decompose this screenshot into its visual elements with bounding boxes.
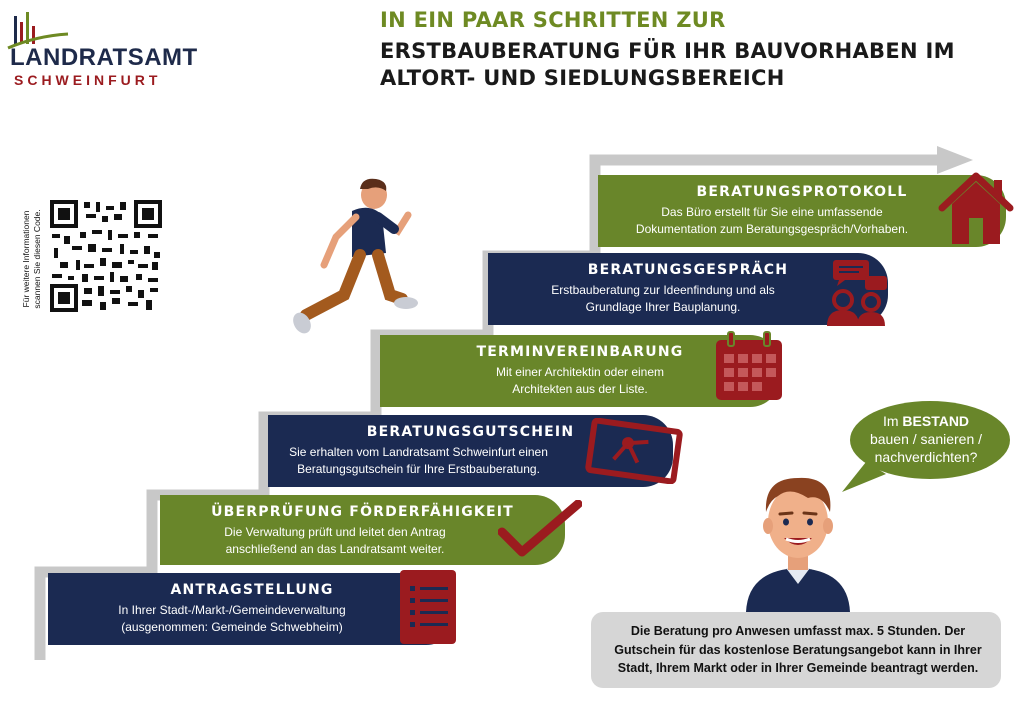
running-man-illustration xyxy=(290,175,420,340)
step-title: BERATUNGSGESPRÄCH xyxy=(587,262,789,278)
bubble-text xyxy=(852,412,1000,466)
headline-line1: IN EIN PAAR SCHRITTEN ZUR xyxy=(380,8,726,32)
document-list-icon xyxy=(398,568,458,646)
voucher-icon xyxy=(585,418,683,484)
consultant-illustration xyxy=(738,472,858,612)
step-antragstellung xyxy=(48,573,456,645)
step-desc: In Ihrer Stadt-/Markt-/Gemeindeverwaltung (ausgenommen: Gemeinde Schwebheim) xyxy=(118,603,346,634)
step-desc: Mit einer Architektin oder einem Architekten aus der Liste. xyxy=(495,365,665,396)
bubble-rest: bauen / sanieren / nachverdichten? xyxy=(869,431,983,465)
logo-name: LANDRATSAMT xyxy=(10,44,198,71)
calendar-icon xyxy=(712,330,786,404)
bubble-bold: BESTAND xyxy=(902,413,970,429)
headline-line2: ERSTBAUBERATUNG FÜR IHR BAUVORHABEN IM ALTORT- UND SIEDLUNGSBEREICH xyxy=(380,39,955,90)
step-title: ANTRAGSTELLUNG xyxy=(170,582,334,598)
house-icon xyxy=(938,170,1014,246)
step-title: TERMINVEREINBARUNG xyxy=(476,344,684,360)
info-text: Die Beratung pro Anwesen umfasst max. 5 Stunden. Der Gutschein für das kostenlose Beratungsangebot kann in Ihrer Stadt, Ihrem Markt oder in Ihrer Gemeinde beantragt werden. xyxy=(614,624,982,675)
checkmark-icon xyxy=(498,500,582,558)
step-desc: Erstbauberatung zur Ideenfindung und als Grundlage Ihrer Bauplanung. xyxy=(551,283,775,314)
step-desc: Das Büro erstellt für Sie eine umfassende Dokumentation zum Beratungsgespräch/Vorhaben. xyxy=(635,205,909,236)
conversation-icon xyxy=(825,256,891,328)
step-title: BERATUNGSGUTSCHEIN xyxy=(366,424,575,440)
bubble-prefix: Im xyxy=(882,413,903,429)
step-desc: Sie erhalten vom Landratsamt Schweinfurt einen Beratungsgutschein für Ihre Erstbauberatung. xyxy=(289,445,548,476)
step-desc: Die Verwaltung prüft und leitet den Antrag anschließend an das Landratsamt weiter. xyxy=(224,525,446,556)
step-title: BERATUNGSPROTOKOLL xyxy=(696,184,908,200)
logo-city: SCHWEINFURT xyxy=(14,72,162,88)
step-title: ÜBERPRÜFUNG FÖRDERFÄHIGKEIT xyxy=(211,504,514,520)
qr-note-text: Für weitere Informationen scannen Sie diesen Code. xyxy=(21,209,42,309)
